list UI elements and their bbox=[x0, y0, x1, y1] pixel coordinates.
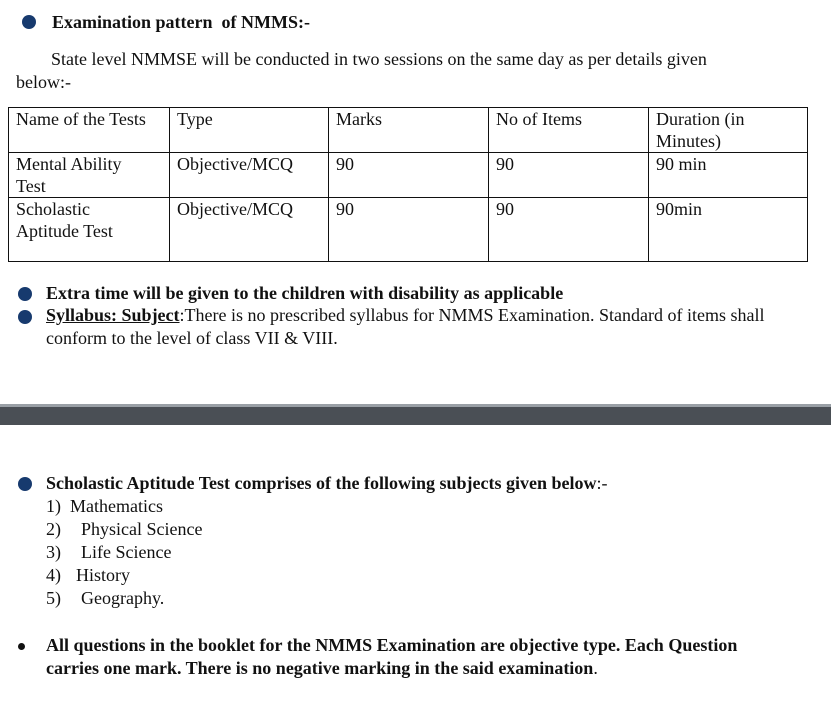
header-type: Type bbox=[170, 108, 329, 153]
list-number: 3) bbox=[46, 542, 61, 562]
syllabus-label: Syllabus: Subject bbox=[46, 305, 180, 325]
subject-name: Mathematics bbox=[70, 496, 163, 516]
list-item bbox=[46, 518, 202, 541]
row-name-line1: Mental Ability bbox=[16, 154, 122, 174]
row-name-line2: Test bbox=[16, 176, 46, 196]
bullet-icon bbox=[18, 643, 25, 650]
row-items: 90 bbox=[489, 153, 649, 198]
row-marks: 90 bbox=[329, 153, 489, 198]
list-number: 1) bbox=[46, 496, 61, 516]
list-item bbox=[46, 564, 202, 587]
list-item bbox=[46, 495, 202, 518]
extra-time-note: Extra time will be given to the children with disability as applicable bbox=[46, 283, 564, 303]
sat-heading bbox=[46, 472, 608, 495]
header-name: Name of the Tests bbox=[9, 108, 170, 153]
row-name bbox=[9, 198, 170, 262]
sat-heading-suffix: :- bbox=[596, 473, 608, 493]
intro-line-2: below:- bbox=[16, 72, 71, 92]
table-row bbox=[9, 198, 808, 262]
row-name-line2: Aptitude Test bbox=[16, 221, 113, 241]
row-marks: 90 bbox=[329, 198, 489, 262]
list-number: 5) bbox=[46, 588, 61, 608]
header-duration-line2: Minutes) bbox=[656, 131, 721, 151]
header-marks: Marks bbox=[329, 108, 489, 153]
objective-note-text: carries one mark. There is no negative marking in the said examination bbox=[46, 658, 594, 678]
row-type: Objective/MCQ bbox=[170, 198, 329, 262]
row-name bbox=[9, 153, 170, 198]
bullet-icon bbox=[18, 310, 32, 324]
objective-note-line-2 bbox=[46, 657, 598, 680]
row-duration: 90 min bbox=[649, 153, 808, 198]
syllabus-line-2: conform to the level of class VII & VIII. bbox=[46, 328, 338, 348]
subject-list bbox=[46, 495, 202, 610]
list-item bbox=[46, 587, 202, 610]
list-number: 4) bbox=[46, 565, 61, 585]
row-type: Objective/MCQ bbox=[170, 153, 329, 198]
list-number: 2) bbox=[46, 519, 61, 539]
sat-heading-text: Scholastic Aptitude Test comprises of the following subjects given below bbox=[46, 473, 597, 493]
objective-note-line-1: All questions in the booklet for the NMMS Examination are objective type. Each Question bbox=[46, 635, 738, 655]
header-items: No of Items bbox=[489, 108, 649, 153]
subject-name: Physical Science bbox=[81, 519, 203, 539]
table-header-row bbox=[9, 108, 808, 153]
intro-line-1: State level NMMSE will be conducted in two sessions on the same day as per details given bbox=[51, 49, 707, 69]
bullet-icon bbox=[18, 287, 32, 301]
list-item bbox=[46, 541, 202, 564]
bullet-icon bbox=[22, 15, 36, 29]
objective-note-end: . bbox=[593, 658, 598, 678]
row-name-line1: Scholastic bbox=[16, 199, 90, 219]
page-divider bbox=[0, 407, 831, 425]
syllabus-text: :There is no prescribed syllabus for NMMS Examination. Standard of items shall bbox=[179, 305, 765, 325]
section-heading: Examination pattern of NMMS:- bbox=[52, 12, 310, 32]
subject-name: History bbox=[76, 565, 130, 585]
header-duration-line1: Duration (in bbox=[656, 109, 745, 129]
exam-pattern-table bbox=[8, 107, 808, 262]
row-items: 90 bbox=[489, 198, 649, 262]
subject-name: Life Science bbox=[81, 542, 172, 562]
subject-name: Geography. bbox=[81, 588, 165, 608]
table-row bbox=[9, 153, 808, 198]
header-duration bbox=[649, 108, 808, 153]
bullet-icon bbox=[18, 477, 32, 491]
syllabus-note bbox=[46, 304, 764, 327]
row-duration: 90min bbox=[649, 198, 808, 262]
